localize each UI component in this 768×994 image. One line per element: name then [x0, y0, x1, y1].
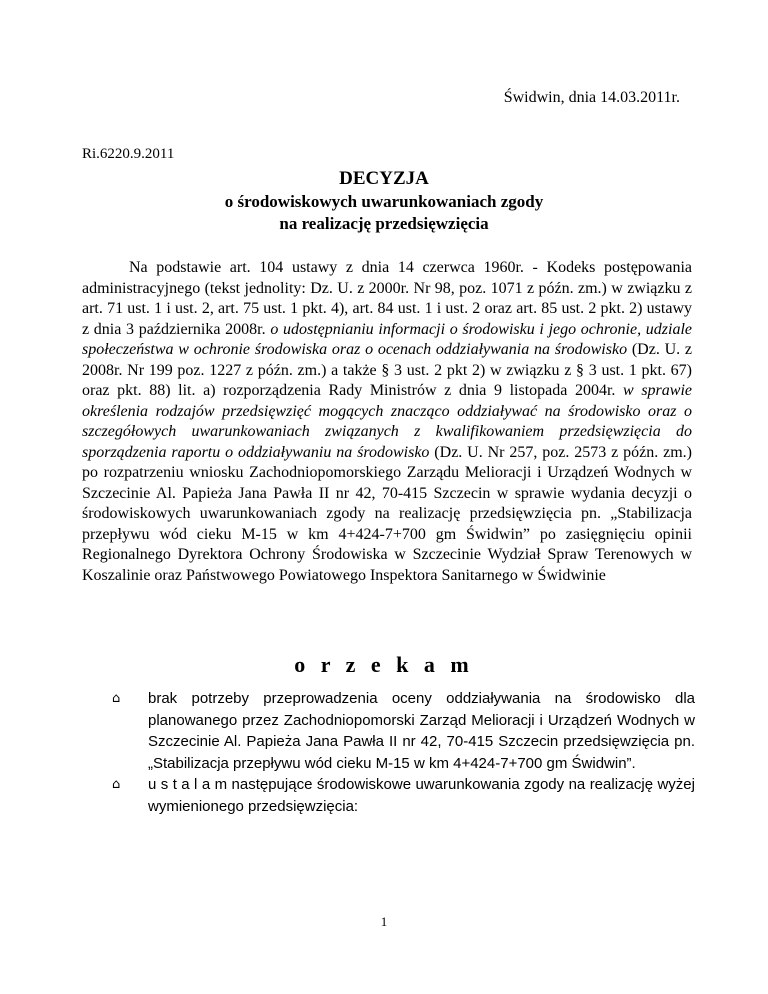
decision-title — [0, 168, 768, 236]
paragraph-part-2: (Dz. U. z 2008r. Nr 199 poz. 1227 z późn. zm.) a także § 3 ust. 2 pkt 2) w związku z § 3 ust. 1 pkt. 67) oraz pkt. 88) lit. a) rozporządzenia Rady Ministrów z dnia 9 listopada 2004r. — [82, 341, 693, 399]
paragraph-part-1: Na podstawie art. 104 ustawy z dnia 14 czerwca 1960r. - Kodeks postępowania administracyjnego (tekst jednolity: Dz. U. z 2000r. Nr 98, poz. 1071 z późn. zm.) w związku z art. 71 ust. 1 i ust. 2, art. 75 ust. 1 pkt. 4), art. 84 ust. 1 i ust. 2 oraz art. 85 ust. 2 pkt. 2) ustawy z dnia 3 października 2008r. — [82, 259, 692, 338]
paragraph-italic-2: w sprawie określenia rodzajów przedsięwzięć mogących znacząco oddziaływać na środowisko oraz o szczegółowych uwarunkowaniach związanych z kwalifikowaniem przedsięwzięcia do sporządzenia raportu o oddziaływaniu na środowisko — [82, 382, 693, 461]
list-item-text: u s t a l a m następujące środowiskowe uwarunkowania zgody na realizację wyżej wymienionego przedsięwzięcia: — [148, 776, 695, 815]
list-item-text: brak potrzeby przeprowadzenia oceny oddziaływania na środowisko dla planowanego przez Zachodniopomorski Zarząd Melioracji i Urządzeń Wodnych w Szczecinie Al. Papieża Jana Pawła II nr 42, 70-415 Szczecin przedsięwzięcia pn.„Stabilizacja przepływu wód cieku M-15 w km 4+424-7+700 gm Świdwin”. — [148, 690, 695, 772]
date-line: Świdwin, dnia 14.03.2011r. — [503, 89, 680, 106]
title-main: DECYZJA — [339, 168, 429, 189]
paragraph-part-3: (Dz. U. Nr 257, poz. 2573 z późn. zm.) po rozpatrzeniu wniosku Zachodniopomorskiego Zarządu Melioracji i Urządzeń Wodnych w Szczecinie Al. Papieża Jana Pawła II nr 42, 70-415 Szczecin w sprawie wydania decyzji o środowiskowych uwarunkowaniach zgody na realizację przedsięwzięcia pn. „Stabilizacja przepływu wód cieku M-15 w km 4+424-7+700 gm Świdwin” po zasięgnięciu opinii Regionalnego Dyrektora Ochrony Środowiska w Szczecinie Wydział Spraw Terenowych w Koszalinie oraz Państwowego Powiatowego Inspektora Sanitarnego w Świdwinie — [82, 443, 692, 584]
list-item — [110, 774, 695, 817]
title-line-2: o środowiskowych uwarunkowaniach zgody — [224, 191, 544, 211]
page-number: 1 — [380, 914, 388, 929]
title-line-3: na realizację przedsięwzięcia — [279, 214, 489, 233]
paragraph-italic-1: o udostępnianiu informacji o środowisku i jego ochronie, udziale społeczeństwa w ochronie środowiska oraz o ocenach oddziaływania na środowisko — [82, 320, 693, 358]
bullet-icon: ⌂ — [112, 691, 121, 706]
decision-list — [110, 688, 695, 817]
orzekam-heading: o r z e k a m — [294, 652, 474, 677]
list-item — [110, 688, 695, 774]
legal-basis-paragraph — [82, 258, 692, 586]
bullet-icon: ⌂ — [112, 777, 121, 792]
case-signature: Ri.6220.9.2011 — [82, 146, 175, 162]
